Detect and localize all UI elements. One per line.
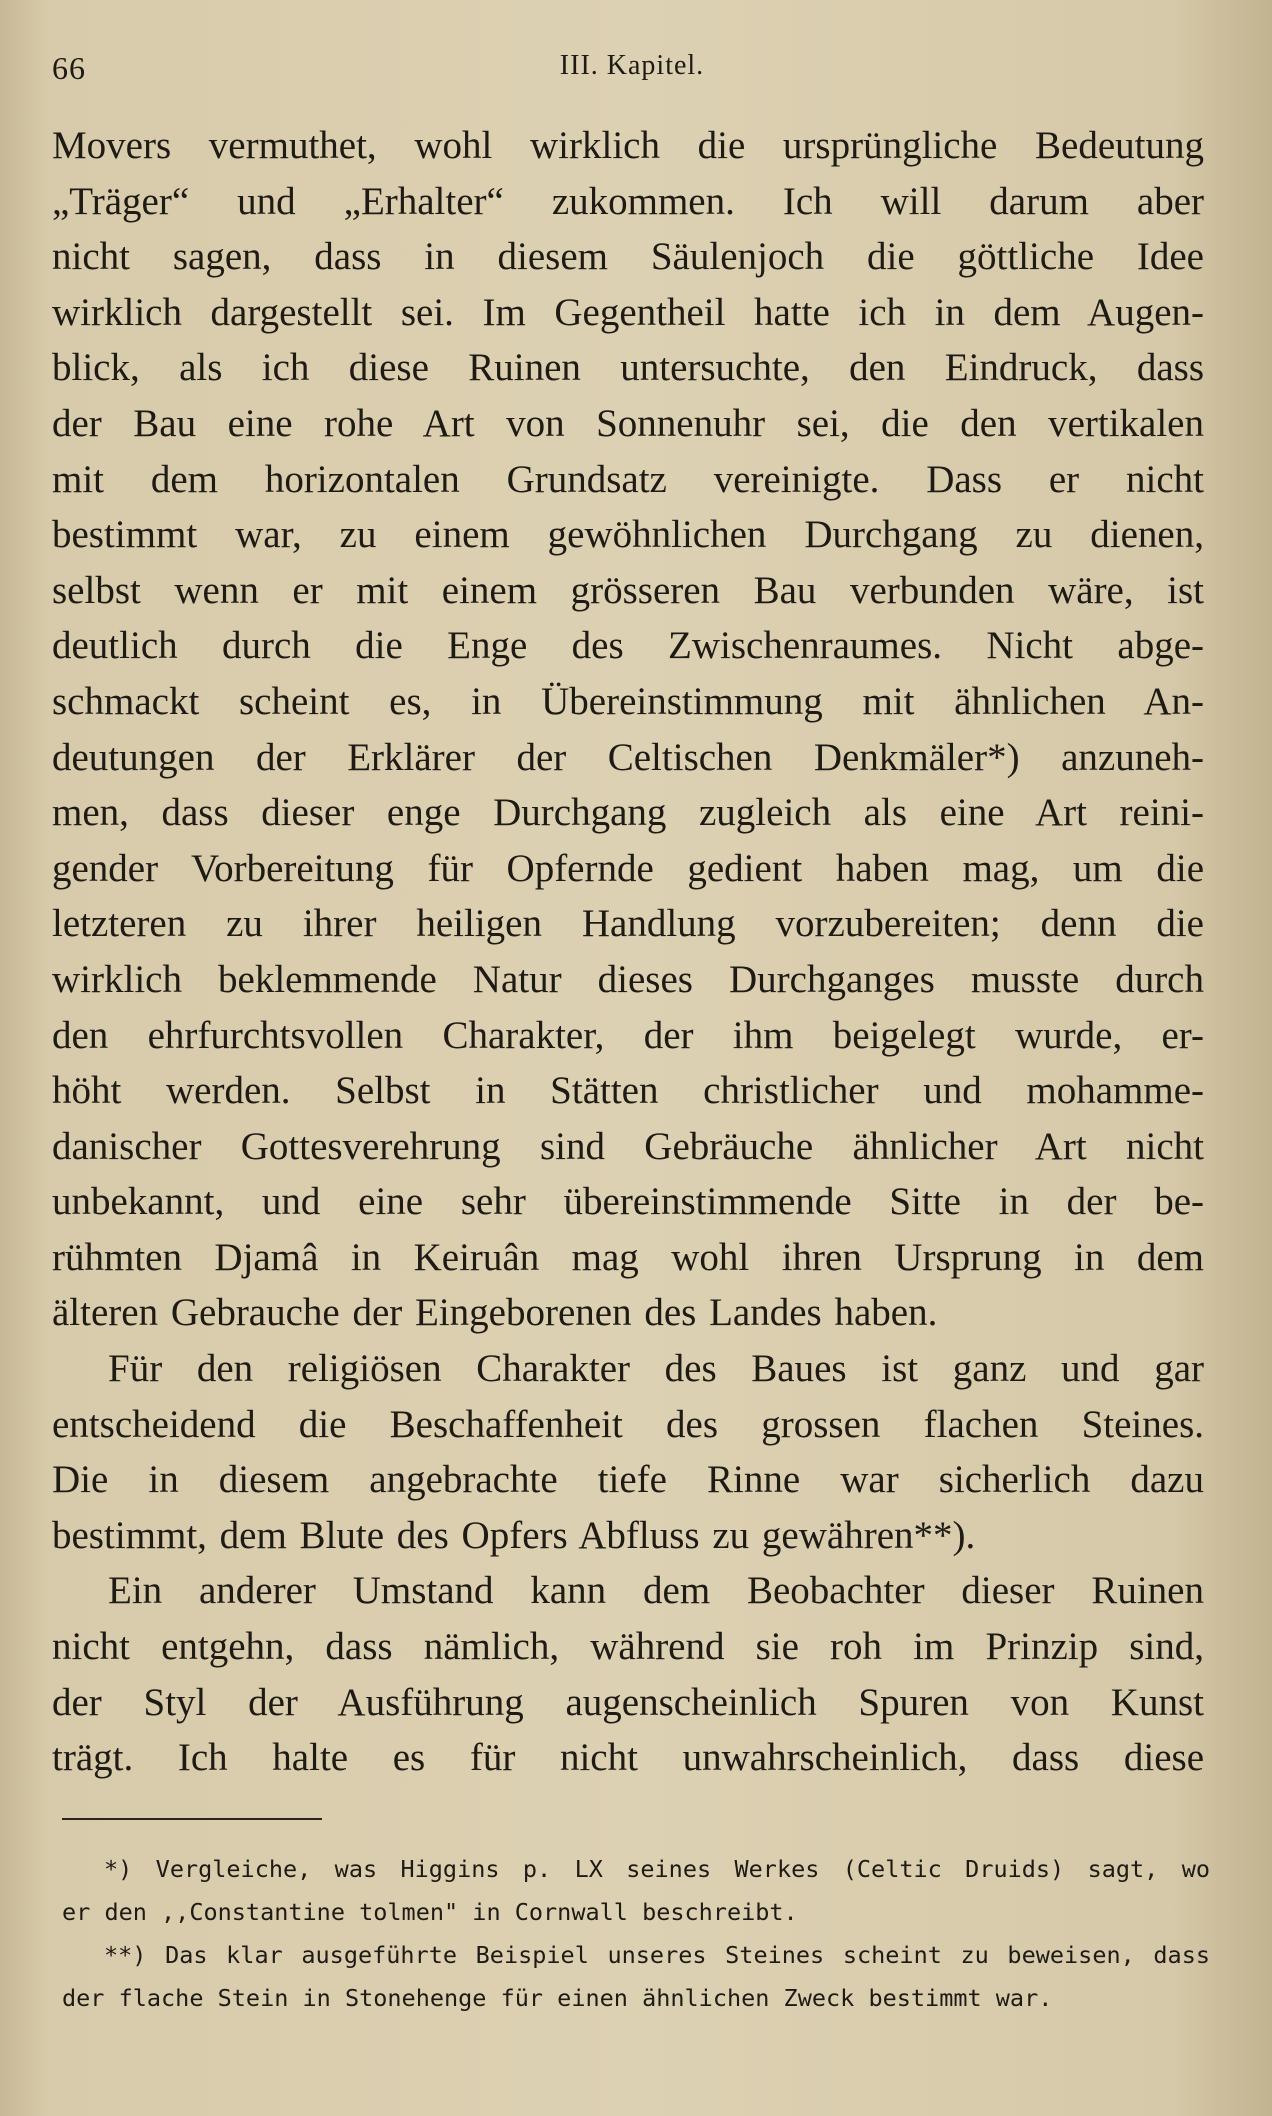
text-line: letzteren zu ihrer heiligen Handlung vorzubereiten; denn die	[52, 902, 1204, 946]
text-line: älteren Gebrauche der Eingeborenen des Landes haben.	[52, 1291, 938, 1335]
text-line: trägt. Ich halte es für nicht unwahrscheinlich, dass diese	[52, 1736, 1204, 1780]
text-line: bestimmt, dem Blute des Opfers Abfluss zu gewähren**).	[52, 1513, 976, 1557]
paragraph	[52, 1341, 1204, 1563]
text-line: unbekannt, und eine sehr übereinstimmende Sitte in der be-	[52, 1180, 1204, 1224]
footnote-line: der flache Stein in Stonehenge für einen ähnlichen Zweck bestimmt war.	[62, 1984, 1053, 2012]
running-head: III. Kapitel.	[559, 50, 705, 81]
text-line: den ehrfurchtsvollen Charakter, der ihm beigelegt wurde, er-	[52, 1013, 1204, 1057]
footnotes	[62, 1848, 1210, 2020]
text-line: men, dass dieser enge Durchgang zugleich als eine Art reini-	[52, 791, 1204, 835]
footnote-line: **) Das klar ausgeführte Beispiel unseres Steines scheint zu beweisen, dass	[104, 1941, 1210, 1969]
text-line: gender Vorbereitung für Opfernde gedient haben mag, um die	[52, 846, 1204, 890]
text-line: Für den religiösen Charakter des Baues ist ganz und gar	[108, 1347, 1204, 1391]
text-line: blick, als ich diese Ruinen untersuchte, den Eindruck, dass	[52, 346, 1204, 390]
text-line: nicht sagen, dass in diesem Säulenjoch die göttliche Idee	[52, 235, 1204, 279]
footnote	[62, 1934, 1210, 2020]
text-line: der Styl der Ausführung augenscheinlich Spuren von Kunst	[52, 1680, 1204, 1724]
text-line: deutlich durch die Enge des Zwischenraumes. Nicht abge-	[52, 624, 1204, 668]
paragraph	[52, 1563, 1204, 1785]
page-number: 66	[52, 50, 86, 86]
text-line: Die in diesem angebrachte tiefe Rinne war sicherlich dazu	[52, 1458, 1204, 1502]
text-line: „Träger“ und „Erhalter“ zukommen. Ich will darum aber	[52, 179, 1204, 223]
main-text	[52, 118, 1204, 1786]
text-line: deutungen der Erklärer der Celtischen Denkmäler*) anzuneh-	[52, 735, 1204, 779]
text-line: mit dem horizontalen Grundsatz vereinigte. Dass er nicht	[52, 457, 1204, 501]
text-line: entscheidend die Beschaffenheit des grossen flachen Steines.	[52, 1402, 1204, 1446]
text-line: Ein anderer Umstand kann dem Beobachter dieser Ruinen	[108, 1569, 1204, 1613]
text-line: höht werden. Selbst in Stätten christlicher und mohamme-	[52, 1069, 1204, 1113]
text-line: bestimmt war, zu einem gewöhnlichen Durchgang zu dienen,	[52, 513, 1204, 557]
page-header	[52, 50, 1212, 90]
text-line: wirklich dargestellt sei. Im Gegentheil hatte ich in dem Augen-	[52, 290, 1204, 334]
text-line: der Bau eine rohe Art von Sonnenuhr sei, die den vertikalen	[52, 401, 1204, 445]
footnote-line: er den ,,Constantine tolmen" in Cornwall beschreibt.	[62, 1898, 798, 1926]
footnote-divider	[62, 1818, 322, 1820]
text-line: selbst wenn er mit einem grösseren Bau verbunden wäre, ist	[52, 568, 1204, 612]
footnote	[62, 1848, 1210, 1934]
text-line: nicht entgehn, dass nämlich, während sie roh im Prinzip sind,	[52, 1625, 1204, 1669]
text-line: danischer Gottesverehrung sind Gebräuche ähnlicher Art nicht	[52, 1124, 1204, 1168]
text-line: rühmten Djamâ in Keiruân mag wohl ihren Ursprung in dem	[52, 1235, 1204, 1279]
footnote-line: *) Vergleiche, was Higgins p. LX seines Werkes (Celtic Druids) sagt, wo	[104, 1855, 1210, 1883]
text-line: Movers vermuthet, wohl wirklich die ursprüngliche Bedeutung	[52, 124, 1204, 167]
text-line: wirklich beklemmende Natur dieses Durchganges musste durch	[52, 957, 1204, 1001]
paragraph	[52, 118, 1204, 1341]
text-line: schmackt scheint es, in Übereinstimmung mit ähnlichen An-	[52, 679, 1204, 723]
